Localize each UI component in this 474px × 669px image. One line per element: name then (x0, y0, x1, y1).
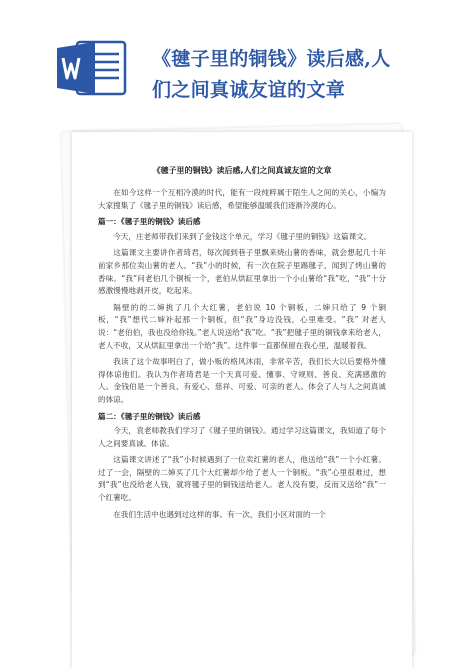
section2-paragraph: 这篇课文讲述了“我”小时候遇到了一位卖红薯的老人，他送给“我”一个小红薯。过了一会，隔壁的二婶买了几个大红薯却少给了老人一个铜板。“我”心里很难过，想到“我”也没给老人钱，就将毽子里的铜钱送给老人。老人没有要，反而又送给“我”一个红薯吃。 (98, 455, 386, 503)
section1-paragraph: 隔壁的的二婶挑了几个大红薯，老伯说 10 个铜板，二婶只给了 9 个铜板，“我”想代二婶补起那一个铜板，但“我”身边没钱，心里难受。“我” 对老人说：“老伯伯，我也没给你钱。”老人说送给“我”吃。“我”把毽子里的铜钱拿来给老人，老人不收，又从烘缸里拿出一个给“我”。这件事一直都保留在我心里，温暖着我。 (98, 302, 386, 350)
section2-label: 篇二： (98, 411, 121, 421)
intro-paragraph: 在如今这样一个互相冷漠的时代，能有一段纯粹属于陌生人之间的关心，小编为大家搜集了《毽子里的铜钱》读后感，希望能够温暖我们逐渐冷漠的心。 (98, 188, 386, 210)
word-app-icon (55, 38, 129, 98)
section2-title: 《毽子里的铜钱》读后感 (120, 411, 201, 421)
section1-title: 《毽子里的铜钱》读后感 (120, 217, 201, 227)
section1-label: 篇一： (98, 217, 121, 227)
section2-heading (98, 411, 386, 424)
header-title-line2: 们之间真诚友谊的文章 (152, 79, 346, 101)
header-title (152, 44, 462, 106)
section1-paragraph: 这篇课文主要讲作者琦君，每次闻到巷子里飘来烧山薯的香味，就会想起几十年前家乡那位卖山薯的老人。“我”小的时候，有一次在院子里踢毽子，闻到了烤山薯的香味。“我”问老伯几个铜板一个，老伯从烘缸里拿出一个小山薯给“我”吃，“我”十分感激慢慢地剥开皮，吃起来。 (98, 248, 386, 296)
header-title-line1: 《毽子里的铜钱》读后感,人 (152, 48, 391, 70)
document-title: 《毽子里的铜钱》读后感,人们之间真诚友谊的文章 (152, 166, 332, 175)
document-content (72, 132, 412, 521)
section2-paragraph: 今天，袁老师教我们学习了《毽子里的铜钱》。通过学习这篇课文，我知道了每个人之间要真诚、体谅。 (98, 426, 386, 448)
section2-paragraph: 在我们生活中也遇到过这样的事。有一次，我们小区对面的一个 (113, 509, 326, 519)
section1-heading (98, 216, 386, 229)
section1-paragraph: 我读了这个故事明白了，做小贩的格风沐雨，非常辛苦，我们长大以后要格外懂得体谅他们。我认为作者琦君是一个天真可爱、懂事、守规则、善良、充满感激的人。金钱伯是一个善良、有爱心、慈祥、可爱、可亲的老人。体会了人与人之间真诚的体谅。 (98, 357, 386, 404)
section1-paragraph: 今天，庄老师带我们来到了金钱这个单元，学习《毽子里的铜钱》这篇课文。 (113, 231, 372, 241)
document-page[interactable] (72, 132, 412, 669)
